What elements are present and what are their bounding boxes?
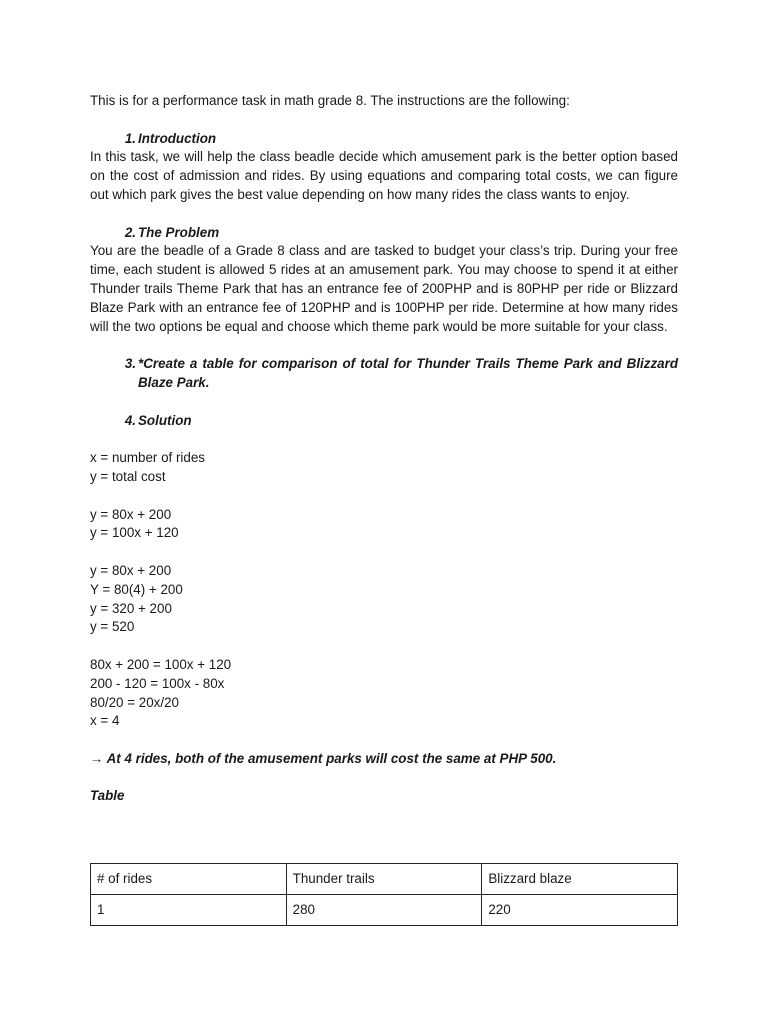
table-header-cell: Blizzard blaze <box>482 864 678 895</box>
variable-line: y = total cost <box>90 468 166 484</box>
table-header-row <box>91 864 678 895</box>
equation-line: y = 320 + 200 <box>90 600 172 616</box>
equation-line: y = 80x + 200 <box>90 506 172 522</box>
section-heading-introduction <box>90 130 678 149</box>
table-header-cell: # of rides <box>91 864 287 895</box>
section-number: 1. <box>124 130 136 146</box>
section-heading-problem <box>90 224 678 243</box>
introduction-paragraph: In this task, we will help the class beadle decide which amusement park is the better option based on the cost of admission and rides. By using equations and comparing total costs, we can figure out which park gives the best value depending on how many rides the class wants to enjoy. <box>90 149 678 202</box>
table-cell: 220 <box>482 895 678 926</box>
section-title: Solution <box>138 412 192 428</box>
variable-line: x = number of rides <box>90 450 205 466</box>
equation-line: y = 100x + 120 <box>90 525 179 541</box>
equation-line: 80x + 200 = 100x + 120 <box>90 656 232 672</box>
equation-line: y = 520 <box>90 619 135 635</box>
conclusion-line: → At 4 rides, both of the amusement parks will cost the same at PHP 500. <box>90 750 557 766</box>
table-cell: 280 <box>286 895 482 926</box>
equation-line: Y = 80(4) + 200 <box>90 581 183 597</box>
section-number: 4. <box>124 412 136 428</box>
equations-block <box>90 506 678 544</box>
section-heading-solution <box>90 412 678 431</box>
problem-paragraph: You are the beadle of a Grade 8 class and are tasked to budget your class’s trip. During your free time, each student is allowed 5 rides at an amusement park. You may choose to spend it at either Thunder trails Theme Park that has an entrance fee of 200PHP and is 80PHP per ride or Blizzard Blaze Park with an entrance fee of 120PHP and is 100PHP per ride. Determine at how many rides will the two options be equal and choose which theme park would be more suitable for your class. <box>90 243 678 334</box>
intro-line: This is for a performance task in math grade 8. The instructions are the following: <box>90 93 570 108</box>
table-row <box>91 895 678 926</box>
document-body <box>90 92 678 806</box>
section-heading-table-task <box>90 355 678 393</box>
solving-block <box>90 656 678 731</box>
section-number: 3. <box>124 356 136 372</box>
equation-line: 80/20 = 20x/20 <box>90 694 179 710</box>
section-title: The Problem <box>138 224 220 240</box>
table-header-cell: Thunder trails <box>286 864 482 895</box>
comparison-table <box>90 863 678 926</box>
table-label: Table <box>90 788 125 804</box>
variables-block <box>90 449 678 487</box>
equation-line: x = 4 <box>90 713 120 729</box>
equation-line: 200 - 120 = 100x - 80x <box>90 675 225 691</box>
equation-line: y = 80x + 200 <box>90 562 172 578</box>
section-number: 2. <box>124 224 136 240</box>
substitution-block <box>90 562 678 637</box>
section-title: Introduction <box>138 130 217 146</box>
section-title: *Create a table for comparison of total for Thunder Trails Theme Park and Blizzard Blaze Park. <box>138 356 678 390</box>
table-cell: 1 <box>91 895 287 926</box>
